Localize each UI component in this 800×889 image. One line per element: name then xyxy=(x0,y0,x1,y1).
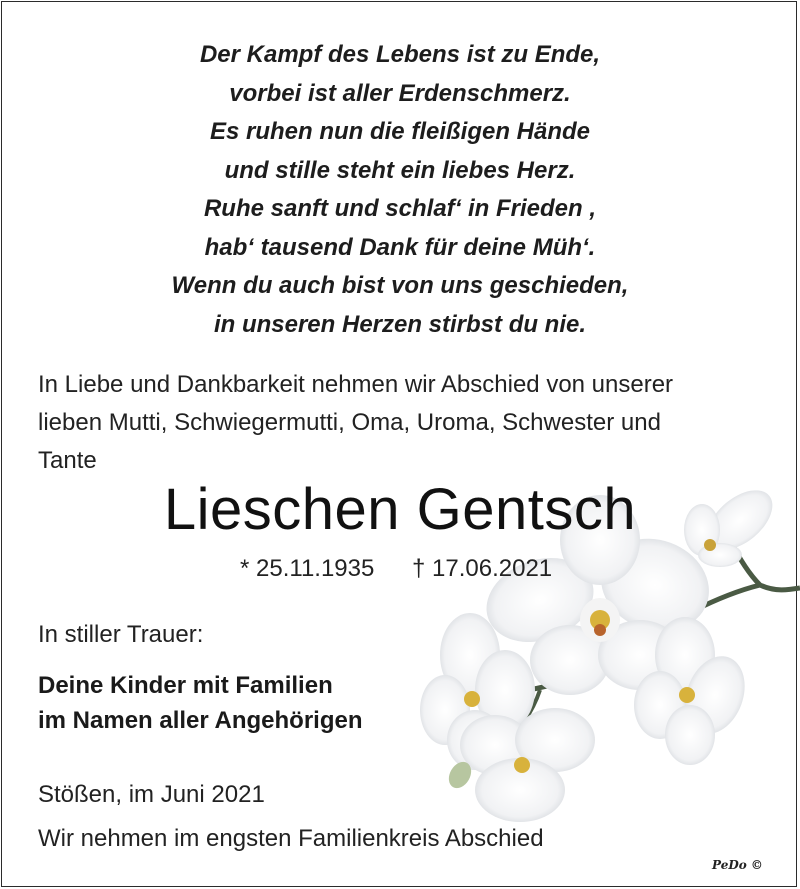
publisher-mark: PeDo © xyxy=(712,858,763,872)
poem-line: Es ruhen nun die fleißigen Hände xyxy=(209,118,591,145)
poem-line: vorbei ist aller Erdenschmerz. xyxy=(229,79,571,107)
funeral-notice: Wir nehmen im engsten Familienkreis Abschied xyxy=(38,825,544,852)
poem-line: und stille steht ein liebes Herz. xyxy=(224,156,576,184)
family-signature xyxy=(38,668,363,738)
poem-line: Der Kampf des Lebens ist zu Ende, xyxy=(199,41,601,68)
death-date: † 17.06.2021 xyxy=(412,555,553,582)
poem-line: Wenn du auch bist von uns geschieden, xyxy=(171,272,629,299)
intro-line: lieben Mutti, Schwiegermutti, Oma, Uroma, Schwester und xyxy=(38,409,661,436)
deceased-name: Lieschen Gentsch xyxy=(163,477,637,542)
intro-line: Tante xyxy=(38,447,97,474)
intro-text xyxy=(38,366,778,480)
poem-line: in unseren Herzen stirbst du nie. xyxy=(213,310,587,338)
place-date: Stößen, im Juni 2021 xyxy=(38,781,265,808)
poem xyxy=(0,36,800,344)
poem-line: Ruhe sanft und schlaf‘ in Frieden , xyxy=(203,195,597,222)
intro-line: In Liebe und Dankbarkeit nehmen wir Abschied von unserer xyxy=(38,371,674,398)
family-line: Deine Kinder mit Familien xyxy=(38,672,333,699)
poem-line: hab‘ tausend Dank für deine Müh‘. xyxy=(204,233,596,261)
birth-date: * 25.11.1935 xyxy=(240,555,375,582)
family-line: im Namen aller Angehörigen xyxy=(38,707,363,734)
mourning-label: In stiller Trauer: xyxy=(38,621,204,648)
